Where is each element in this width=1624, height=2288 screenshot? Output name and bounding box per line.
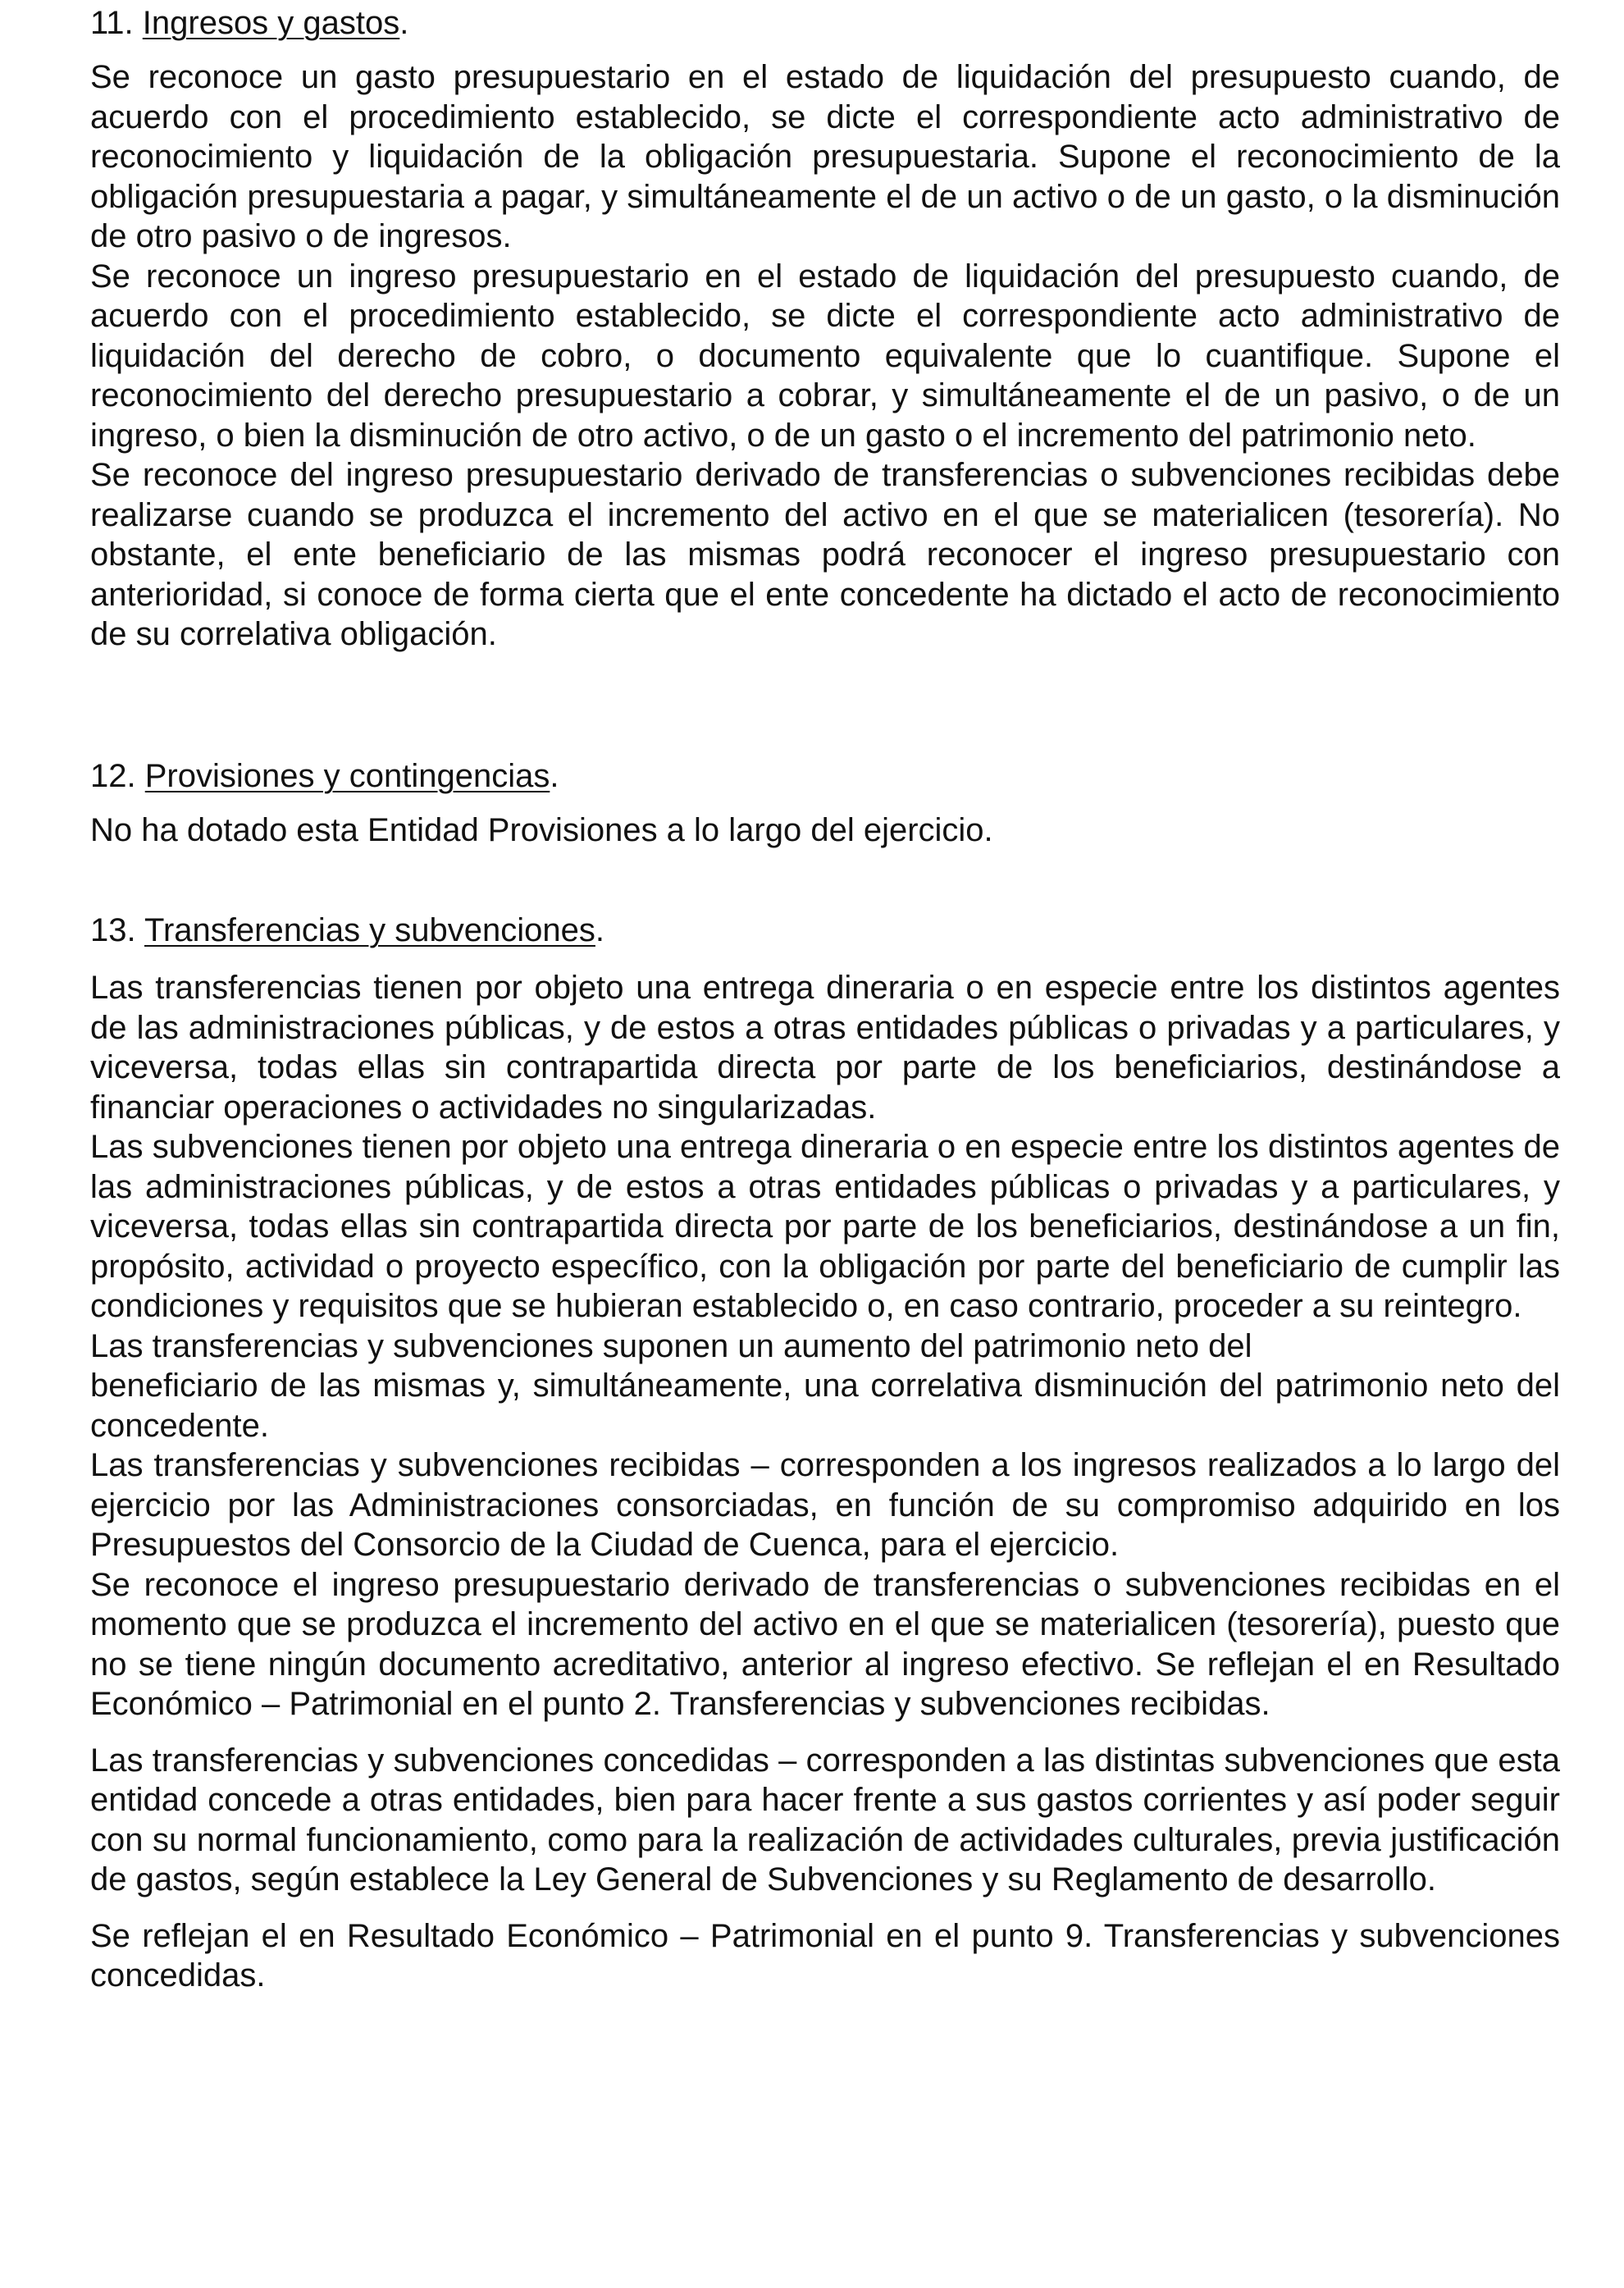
paragraph: Se reflejan el en Resultado Económico – Patrimonial en el punto 9. Transferencias y subvenciones concedidas.	[90, 1917, 1560, 1993]
section-11	[90, 3, 1560, 655]
section-number: 11.	[90, 5, 134, 41]
section-title: Transferencias y subvenciones	[144, 912, 595, 948]
paragraph: No ha dotado esta Entidad Provisiones a lo largo del ejercicio.	[90, 812, 993, 848]
paragraph: Las transferencias y subvenciones concedidas – corresponden a las distintas subvenciones que esta entidad concede a otras entidades, bien para hacer frente a sus gastos corrientes y así poder seguir con su normal funcionamiento, como para la realización de actividades culturales, previa justificación de gastos, según establece la Ley General de Subvenciones y su Reglamento de desarrollo.	[90, 1742, 1560, 1898]
section-12-heading: 12. Provisiones y contingencias.	[90, 758, 559, 794]
section-13-heading: 13. Transferencias y subvenciones.	[90, 912, 605, 948]
section-title: Ingresos y gastos	[142, 5, 400, 41]
paragraph: Se reconoce del ingreso presupuestario derivado de transferencias o subvenciones recibidas debe realizarse cuando se produzca el incremento del activo en el que se materialicen (tesorería). No obstante, el ente beneficiario de las mismas podrá reconocer el ingreso presupuestario con anterioridad, si conoce de forma cierta que el ente concedente ha dictado el acto de reconocimiento de su correlativa obligación.	[90, 457, 1560, 652]
paragraph: Las transferencias y subvenciones recibidas – corresponden a los ingresos realizados a lo largo del ejercicio por las Administraciones consorciadas, en función de su compromiso adquirido en los Presupuestos del Consorcio de la Ciudad de Cuenca, para el ejercicio.	[90, 1447, 1560, 1563]
paragraph: Las subvenciones tienen por objeto una entrega dineraria o en especie entre los distintos agentes de las administraciones públicas, y de estos a otras entidades públicas o privadas y a particulares, y viceversa, todas ellas sin contrapartida directa por parte de los beneficiarios, destinándose a un fin, propósito, actividad o proyecto específico, con la obligación por parte del beneficiario de cumplir las condiciones y requisitos que se hubieran establecido o, en caso contrario, proceder a su reintegro.	[90, 1129, 1560, 1324]
section-number: 12.	[90, 758, 136, 794]
paragraph: Las transferencias tienen por objeto una entrega dineraria o en especie entre los distintos agentes de las administraciones públicas, y de estos a otras entidades públicas o privadas y a particulares, y viceversa, todas ellas sin contrapartida directa por parte de los beneficiarios, destinándose a financiar operaciones o actividades no singularizadas.	[90, 970, 1560, 1126]
section-11-heading: 11. Ingresos y gastos.	[90, 5, 409, 41]
section-title: Provisiones y contingencias	[144, 758, 550, 794]
paragraph: Se reconoce el ingreso presupuestario derivado de transferencias o subvenciones recibidas en el momento que se produzca el incremento del activo en el que se materialicen (tesorería), puesto que no se tiene ningún documento acreditativo, anterior al ingreso efectivo. Se reflejan el en Resultado Económico – Patrimonial en el punto 2. Transferencias y subvenciones recibidas.	[90, 1566, 1560, 1722]
paragraph: Las transferencias y subvenciones suponen un aumento del patrimonio neto del	[90, 1327, 1252, 1364]
section-13	[90, 911, 1560, 1996]
section-number: 13.	[90, 912, 136, 948]
paragraph: Se reconoce un ingreso presupuestario en el estado de liquidación del presupuesto cuando, de acuerdo con el procedimiento establecido, se dicte el correspondiente acto administrativo de liquidación del derecho de cobro, o documento equivalente que lo cuantifique. Supone el reconocimiento del derecho presupuestario a cobrar, y simultáneamente el de un pasivo, o de un ingreso, o bien la disminución de otro activo, o de un gasto o el incremento del patrimonio neto.	[90, 258, 1560, 454]
paragraph: beneficiario de las mismas y, simultáneamente, una correlativa disminución del patrimonio neto del concedente.	[90, 1368, 1560, 1444]
paragraph: Se reconoce un gasto presupuestario en el estado de liquidación del presupuesto cuando, de acuerdo con el procedimiento establecido, se dicte el correspondiente acto administrativo de reconocimiento y liquidación de la obligación presupuestaria. Supone el reconocimiento de la obligación presupuestaria a pagar, y simultáneamente el de un activo o de un gasto, o la disminución de otro pasivo o de ingresos.	[90, 59, 1560, 254]
section-12	[90, 756, 1560, 851]
